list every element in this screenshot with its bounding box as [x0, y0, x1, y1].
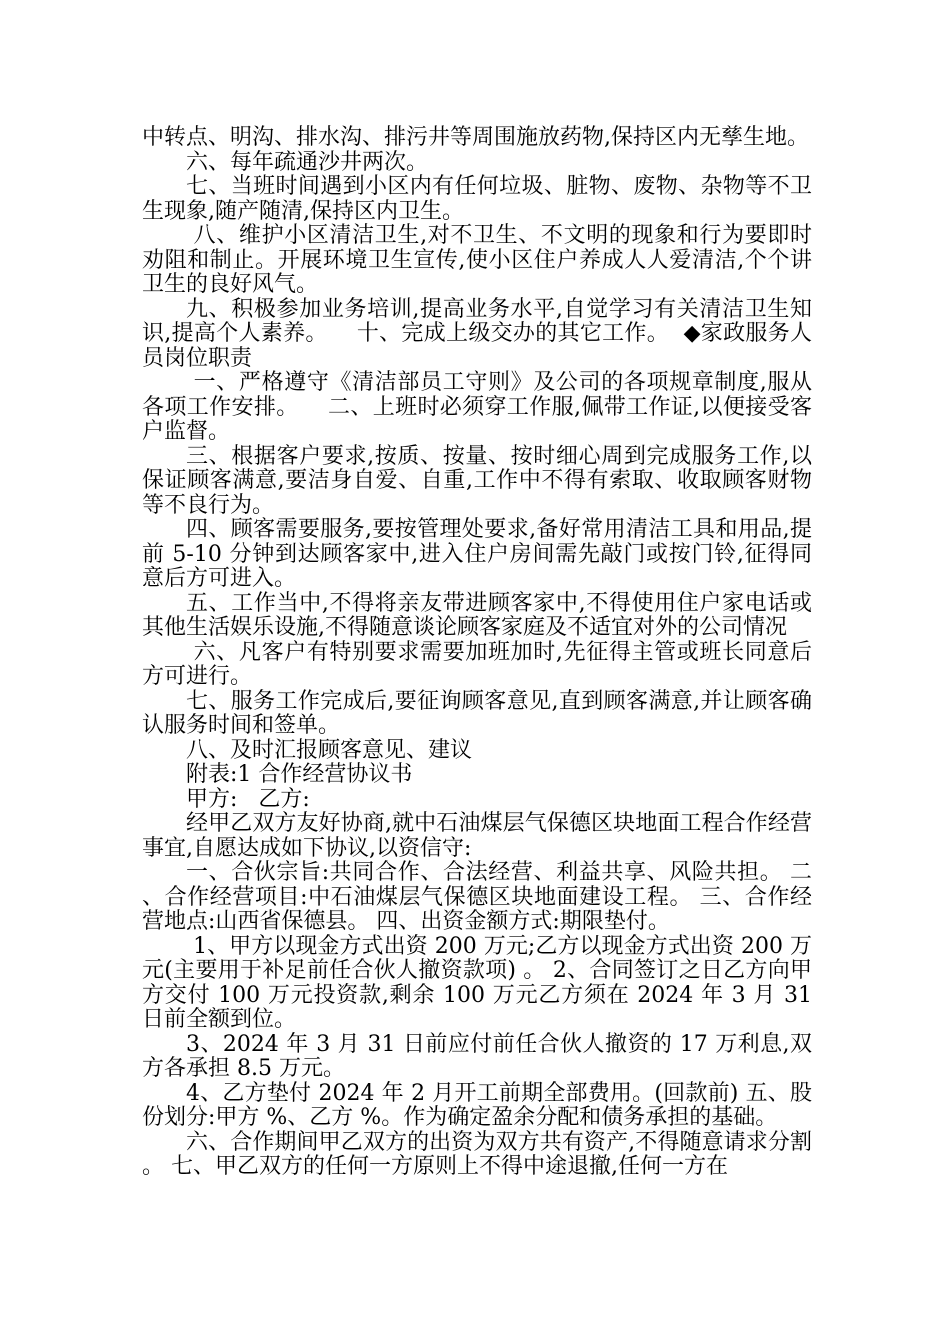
paragraph-1: 中转点、明沟、排水沟、排污井等周围施放药物,保持区内无孳生地。 [142, 125, 809, 150]
paragraph-19: 4、乙方垫付 2024 年 2 月开工前期全部费用。(回款前) 五、股份划分:甲方 %、乙方 %。作为确定盈余分配和债务承担的基础。 [142, 1080, 812, 1130]
paragraph-13: 附表:1 合作经营协议书 [186, 762, 413, 787]
paragraph-12: 八、及时汇报顾客意见、建议 [186, 737, 473, 763]
document-body [142, 125, 819, 1180]
paragraph-18: 3、2024 年 3 月 31 日前应付前任合伙人撤资的 17 万利息,双方各承担 8.5 万元。 [142, 1031, 812, 1081]
paragraph-8: 四、顾客需要服务,要按管理处要求,备好常用清洁工具和用品,提前 5-10 分钟到达顾客家中,进入住户房间需先敲门或按门铃,征得同意后方可进入。 [142, 517, 812, 591]
paragraph-10: 六、凡客户有特别要求需要加班加时,先征得主管或班长同意后方可进行。 [142, 639, 812, 689]
paragraph-9: 五、工作当中,不得将亲友带进顾客家中,不得使用住户家电话或其他生活娱乐设施,不得随意谈论顾客家庭及不适宜对外的公司情况 [142, 590, 812, 640]
paragraph-20: 六、合作期间甲乙双方的出资为双方共有资产,不得随意请求分割。 七、甲乙双方的任何一方原则上不得中途退撤,任何一方在 [142, 1129, 812, 1179]
paragraph-7: 三、根据客户要求,按质、按量、按时细心周到完成服务工作,以保证顾客满意,要洁身自爱、自重,工作中不得有索取、收取顾客财物等不良行为。 [142, 443, 812, 518]
paragraph-17: 1、甲方以现金方式出资 200 万元;乙方以现金方式出资 200 万元(主要用于补足前任合伙人撤资款项) 。 2、合同签订之日乙方向甲方交付 100 万元投资款,剩余 100 万元乙方须在 2024 年 3 月 31 日前全额到位。 [142, 933, 819, 1032]
paragraph-3: 七、当班时间遇到小区内有任何垃圾、脏物、废物、杂物等不卫生现象,随产随清,保持区内卫生。 [142, 174, 812, 224]
paragraph-2: 六、每年疏通沙井两次。 [186, 149, 429, 175]
paragraph-16: 一、合伙宗旨:共同合作、合法经营、利益共享、风险共担。 二、合作经营项目:中石油煤层气保德区块地面建设工程。 三、合作经营地点:山西省保德县。 四、出资金额方式:期限垫付。 [142, 860, 812, 934]
paragraph-6: 一、严格遵守《清洁部员工守则》及公司的各项规章制度,服从各项工作安排。 二、上班时必须穿工作服,佩带工作证,以便接受客户监督。 [142, 370, 812, 444]
paragraph-5: 九、积极参加业务培训,提高业务水平,自觉学习有关清洁卫生知识,提高个人素养。 十、完成上级交办的其它工作。 ◆家政服务人员岗位职责 [142, 296, 812, 371]
paragraph-4: 八、维护小区清洁卫生,对不卫生、不文明的现象和行为要即时劝阻和制止。开展环境卫生宣传,使小区住户养成人人爱清洁,个个讲卫生的良好风气。 [142, 223, 812, 297]
paragraph-14: 甲方: 乙方: [186, 786, 310, 812]
paragraph-11: 七、服务工作完成后,要征询顾客意见,直到顾客满意,并让顾客确认服务时间和签单。 [142, 688, 812, 738]
paragraph-15: 经甲乙双方友好协商,就中石油煤层气保德区块地面工程合作经营事宜,自愿达成如下协议,以资信守: [142, 811, 812, 861]
